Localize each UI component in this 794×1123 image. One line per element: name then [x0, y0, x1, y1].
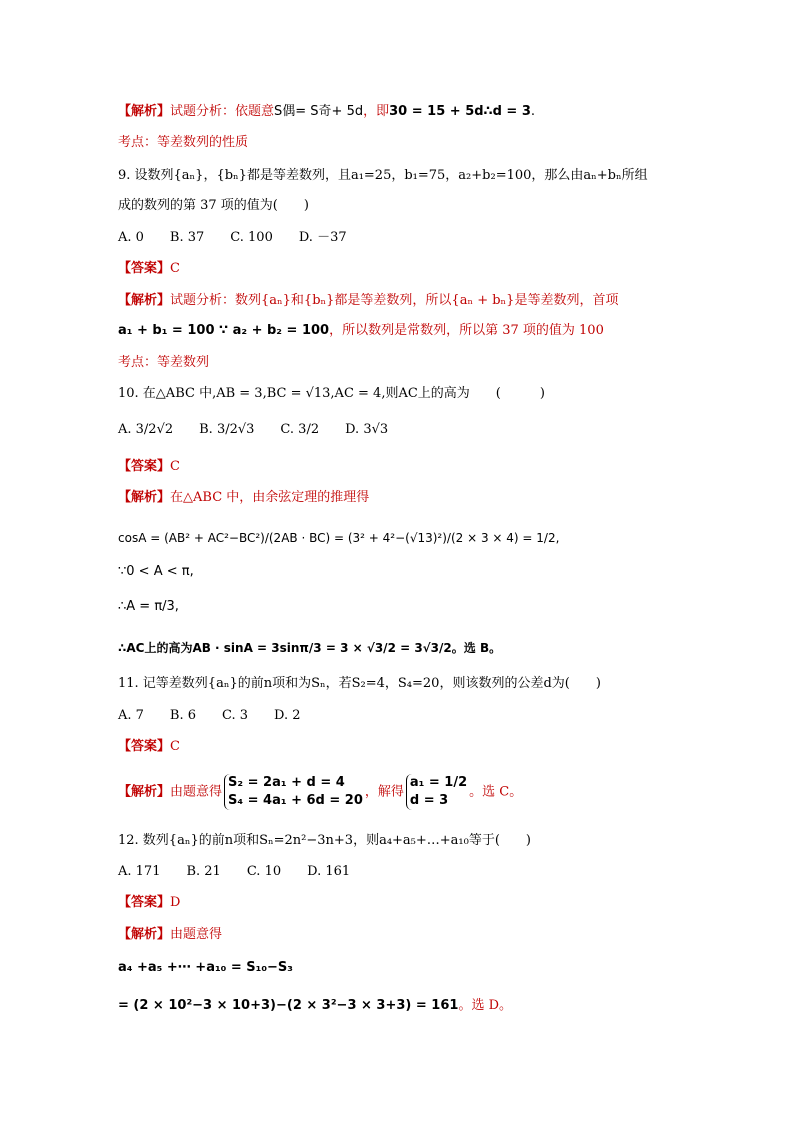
q12-answer: 【答案】D: [118, 895, 181, 910]
q10-a-line: ∴A = π/3,: [118, 599, 179, 614]
q9-analysis-line1: 【解析】试题分析：数列{aₙ}和{bₙ}都是等差数列，所以{aₙ + bₙ}是等差数列，首项: [118, 293, 619, 308]
q10-answer: 【答案】C: [118, 459, 180, 474]
q12-sum-line: a₄ +a₅ +⋯ +a₁₀ = S₁₀−S₃: [118, 960, 293, 975]
analysis-tag: 【解析】: [118, 490, 171, 505]
answer-tag: 【答案】: [118, 459, 171, 474]
formula: 30 = 15 + 5d∴d = 3: [389, 104, 531, 119]
analysis-tag: 【解析】: [118, 784, 171, 800]
q11-options: A. 7 B. 6 C. 3 D. 2: [118, 708, 301, 723]
answer-tag: 【答案】: [118, 739, 171, 754]
q12-analysis: 【解析】由题意得: [118, 927, 223, 942]
formula: a₁ + b₁ = 100 ∵ a₂ + b₂ = 100: [118, 323, 330, 338]
q12-stem: 12. 数列{aₙ}的前n项和Sₙ=2n²−3n+3，则a₄+a₅+…+a₁₀等于( ): [118, 833, 531, 848]
q9-stem-line2: 成的数列的第 37 项的值为( ): [118, 198, 309, 213]
formula: = (2 × 10²−3 × 10+3)−(2 × 3²−3 × 3+3) = 161: [118, 998, 459, 1013]
analysis-tag: 【解析】: [118, 293, 171, 308]
formula: S偶= S奇+ 5d: [274, 104, 364, 119]
q8-analysis-line: 【解析】试题分析：依题意S偶= S奇+ 5d，即30 = 15 + 5d∴d = 3.: [118, 104, 536, 119]
q10-cos-formula: cosA = (AB² + AC²−BC²)/(2AB · BC) = (3² + 4²−(√13)²)/(2 × 3 × 4) = 1/2,: [118, 531, 560, 545]
q11-answer: 【答案】C: [118, 739, 180, 754]
q9-analysis-line2: a₁ + b₁ = 100 ∵ a₂ + b₂ = 100，所以数列是常数列，所以第 37 项的值为 100: [118, 323, 604, 338]
q10-height-line: ∴AC上的高为AB · sinA = 3sinπ/3 = 3 × √3/2 = 3√3/2。选 B。: [118, 641, 502, 655]
q9-stem-line1: 9. 设数列{aₙ}，{bₙ}都是等差数列，且a₁=25，b₁=75，a₂+b₂=100，那么由aₙ+bₙ所组: [118, 168, 648, 183]
equation-system: S₂ = 2a₁ + d = 4 S₄ = 4a₁ + 6d = 20: [224, 774, 363, 810]
q10-range-line: ∵0 < A < π,: [118, 564, 194, 579]
q10-options: A. 3/2√2 B. 3/2√3 C. 3/2 D. 3√3: [118, 422, 389, 437]
answer-tag: 【答案】: [118, 895, 171, 910]
analysis-tag: 【解析】: [118, 927, 171, 942]
q8-kaodian: 考点：等差数列的性质: [118, 135, 249, 150]
q12-options: A. 171 B. 21 C. 10 D. 161: [118, 864, 351, 879]
q9-answer: 【答案】C: [118, 261, 180, 276]
q10-analysis: 【解析】在△ABC 中，由余弦定理的推理得: [118, 490, 370, 505]
q12-calc-line: = (2 × 10²−3 × 10+3)−(2 × 3²−3 × 3+3) = 161。选 D。: [118, 998, 512, 1013]
q9-kaodian: 考点：等差数列: [118, 355, 210, 370]
q11-stem: 11. 记等差数列{aₙ}的前n项和为Sₙ，若S₂=4，S₄=20，则该数列的公差d为( ): [118, 676, 601, 691]
q9-options: A. 0 B. 37 C. 100 D. －37: [118, 230, 347, 245]
analysis-tag: 【解析】: [118, 104, 171, 119]
solution-system: a₁ = 1/2 d = 3: [406, 774, 467, 810]
q10-stem: 10. 在△ABC 中,AB = 3,BC = √13,AC = 4,则AC上的高为 ( ): [118, 386, 545, 401]
answer-tag: 【答案】: [118, 261, 171, 276]
q11-analysis: 【解析】由题意得 S₂ = 2a₁ + d = 4 S₄ = 4a₁ + 6d = 20 ，解得 a₁ = 1/2 d = 3 。选 C。: [118, 775, 523, 808]
